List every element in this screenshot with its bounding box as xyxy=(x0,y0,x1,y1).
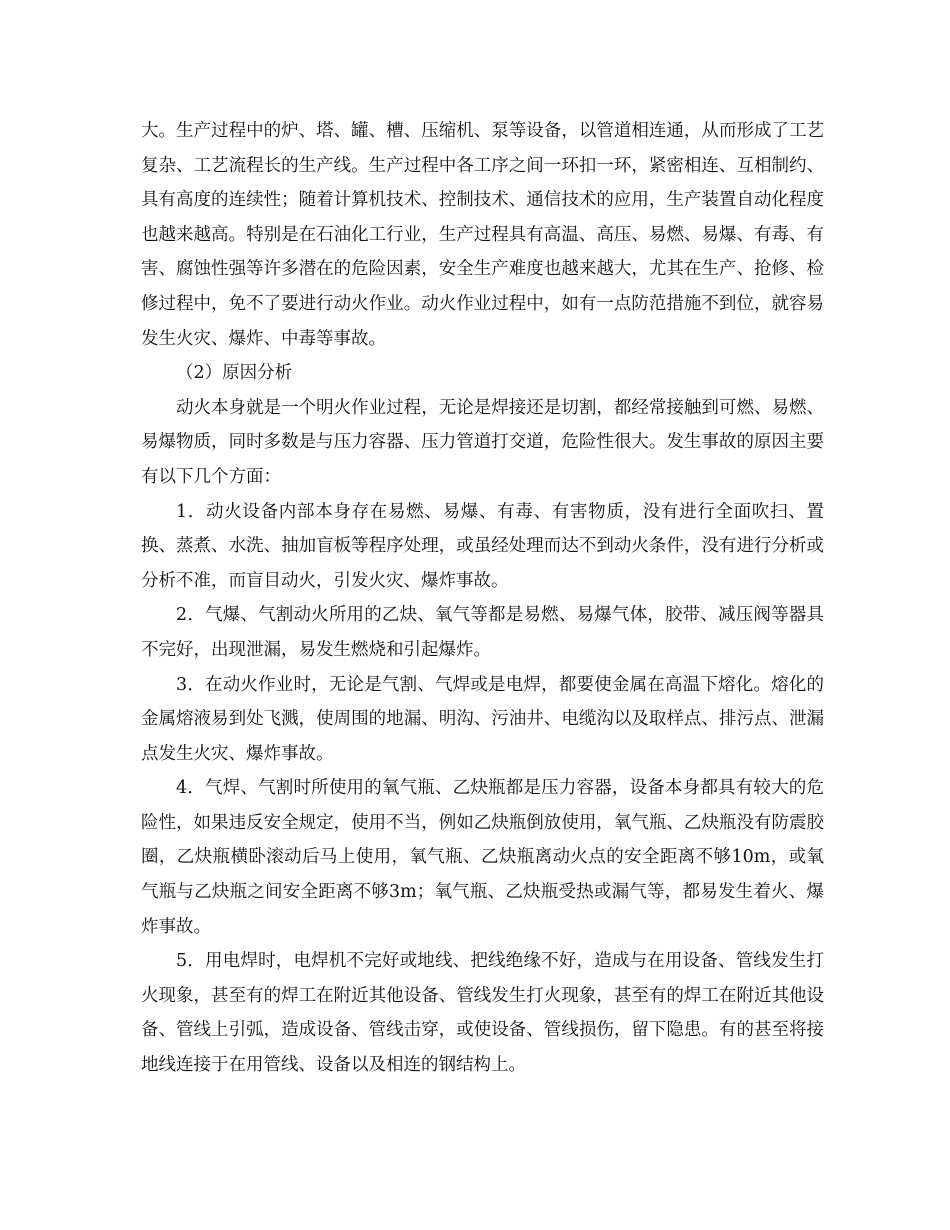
list-item-4: 4．气焊、气割时所使用的氧气瓶、乙炔瓶都是压力容器，设备本身都具有较大的危险性，如果违反安全规定，使用不当，例如乙炔瓶倒放使用，氧气瓶、乙炔瓶没有防震胶圈，乙炔瓶横卧滚动后马上使用，氧气瓶、乙炔瓶离动火点的安全距离不够10m，或氧气瓶与乙炔瓶之间安全距离不够3m；氧气瓶、乙炔瓶受热或漏气等，都易发生着火、爆炸事故。 xyxy=(141,778,824,937)
document-body xyxy=(141,114,824,1083)
list-item-5: 5．用电焊时，电焊机不完好或地线、把线绝缘不好，造成与在用设备、管线发生打火现象，甚至有的焊工在附近其他设备、管线发生打火现象，甚至有的焊工在附近其他设备、管线上引弧，造成设备、管线击穿，或使设备、管线损伤，留下隐患。有的甚至将接地线连接于在用管线、设备以及相连的钢结构上。 xyxy=(141,951,824,1076)
section-heading-cause-analysis: （2）原因分析 xyxy=(176,363,293,384)
paragraph-continuation: 大。生产过程中的炉、塔、罐、槽、压缩机、泵等设备，以管道相连通，从而形成了工艺复杂、工艺流程长的生产线。生产过程中各工序之间一环扣一环，紧密相连、互相制约、具有高度的连续性；随着计算机技术、控制技术、通信技术的应用，生产装置自动化程度也越来越高。特别是在石油化工行业，生产过程具有高温、高压、易燃、易爆、有毒、有害、腐蚀性强等许多潜在的危险因素，安全生产难度也越来越大，尤其在生产、抢修、检修过程中，免不了要进行动火作业。动火作业过程中，如有一点防范措施不到位，就容易发生火灾、爆炸、中毒等事故。 xyxy=(141,121,824,349)
list-item-2: 2．气爆、气割动火所用的乙炔、氧气等都是易燃、易爆气体，胶带、减压阀等器具不完好，出现泄漏，易发生燃烧和引起爆炸。 xyxy=(141,605,824,660)
list-item-1: 1．动火设备内部本身存在易燃、易爆、有毒、有害物质，没有进行全面吹扫、置换、蒸煮、水洗、抽加盲板等程序处理，或虽经处理而达不到动火条件，没有进行分析或分析不准，而盲目动火，引发火灾、爆炸事故。 xyxy=(141,501,824,591)
list-item-3: 3．在动火作业时，无论是气割、气焊或是电焊，都要使金属在高温下熔化。熔化的金属熔液易到处飞溅，使周围的地漏、明沟、污油井、电缆沟以及取样点、排污点、泄漏点发生火灾、爆炸事故。 xyxy=(141,674,824,764)
paragraph-intro: 动火本身就是一个明火作业过程，无论是焊接还是切割，都经常接触到可燃、易燃、易爆物质，同时多数是与压力容器、压力管道打交道，危险性很大。发生事故的原因主要有以下几个方面： xyxy=(141,397,824,487)
